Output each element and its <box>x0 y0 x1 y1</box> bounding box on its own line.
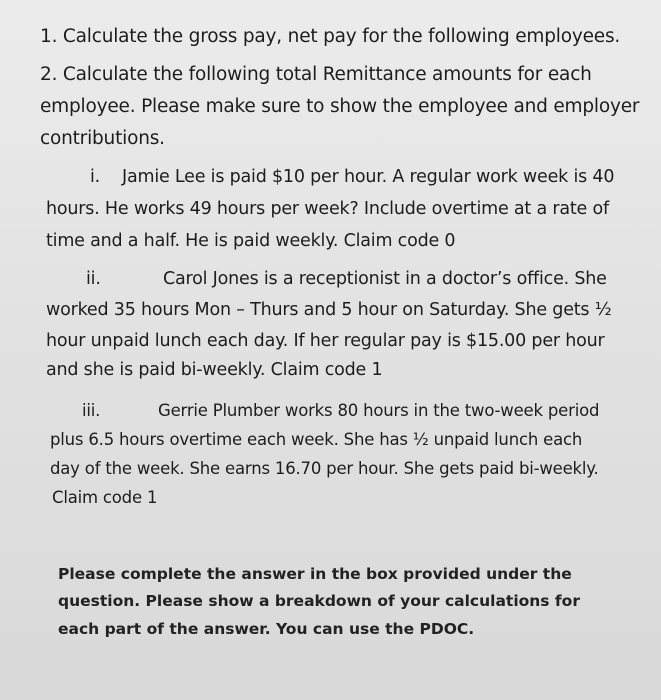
question-2-line-2: employee. Please make sure to show the employee and employer <box>40 96 640 117</box>
instructions-line-3: each part of the answer. You can use the PDOC. <box>58 620 475 638</box>
question-2-line-3: contributions. <box>40 128 165 149</box>
employee-i-line-2: hours. He works 49 hours per week? Include overtime at a rate of <box>46 199 609 219</box>
question-1: 1. Calculate the gross pay, net pay for the following employees. <box>40 26 621 47</box>
employee-i-line-3: time and a half. He is paid weekly. Claim code 0 <box>46 231 456 251</box>
employee-ii-numeral: ii. <box>86 269 101 289</box>
instructions-line-1: Please complete the answer in the box provided under the <box>58 565 572 583</box>
employee-iii-line-4: Claim code 1 <box>52 488 158 507</box>
employee-ii-line-3: hour unpaid lunch each day. If her regular pay is $15.00 per hour <box>46 331 605 351</box>
question-2-line-1: 2. Calculate the following total Remittance amounts for each <box>40 64 592 85</box>
instructions-line-2: question. Please show a breakdown of your calculations for <box>58 592 580 610</box>
employee-iii-line-3: day of the week. She earns 16.70 per hour. She gets paid bi-weekly. <box>50 459 599 478</box>
employee-ii-line-1: Carol Jones is a receptionist in a doctor’s office. She <box>163 269 607 289</box>
employee-i-numeral: i. <box>90 167 101 187</box>
employee-iii-line-1: Gerrie Plumber works 80 hours in the two-week period <box>158 401 600 420</box>
employee-iii-line-2: plus 6.5 hours overtime each week. She has ½ unpaid lunch each <box>50 430 583 449</box>
employee-ii-line-2: worked 35 hours Mon – Thurs and 5 hour on Saturday. She gets ½ <box>46 300 612 320</box>
employee-iii-numeral: iii. <box>82 401 101 420</box>
employee-ii-line-4: and she is paid bi-weekly. Claim code 1 <box>46 360 383 380</box>
employee-i-line-1: Jamie Lee is paid $10 per hour. A regular work week is 40 <box>122 167 615 187</box>
